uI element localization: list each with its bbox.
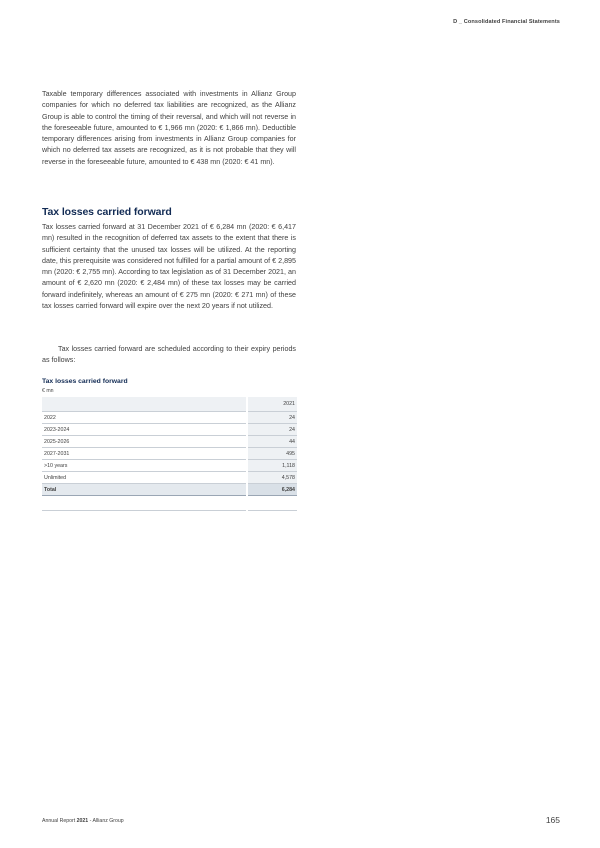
table-row: [42, 448, 297, 460]
row-label: 2027-2031: [42, 448, 246, 460]
paragraph-expiry-intro: Tax losses carried forward are scheduled according to their expiry periods as follows:: [42, 345, 296, 365]
row-label: 2022: [42, 412, 246, 424]
table-row: [42, 460, 297, 472]
row-value: 24: [248, 412, 297, 424]
table-row: [42, 424, 297, 436]
table-header-row: [42, 397, 297, 412]
table-header-year: 2021: [248, 397, 297, 412]
footer-year: 2021: [76, 818, 89, 824]
table-row: [42, 472, 297, 484]
row-label: 2025-2026: [42, 436, 246, 448]
row-value: 24: [248, 424, 297, 436]
row-label: 2023-2024: [42, 424, 246, 436]
table-title: Tax losses carried forward: [42, 378, 128, 385]
table-row: [42, 436, 297, 448]
footer-company: Allianz Group: [92, 818, 124, 824]
footer-report-info: [42, 818, 124, 824]
section-heading: Tax losses carried forward: [42, 206, 172, 218]
table-unit: € mn: [42, 388, 54, 394]
row-value: 44: [248, 436, 297, 448]
row-value: 495: [248, 448, 297, 460]
table-spacer-row: [42, 496, 297, 511]
row-label: >10 years: [42, 460, 246, 472]
row-value: 4,578: [248, 472, 297, 484]
footer-report: Annual Report: [42, 818, 76, 824]
footer-separator: -: [89, 818, 93, 824]
row-label: Unlimited: [42, 472, 246, 484]
total-value: 6,284: [248, 484, 297, 496]
table-header-label-cell: [42, 397, 246, 412]
row-value: 1,118: [248, 460, 297, 472]
tax-losses-table: [42, 397, 297, 511]
total-label: Total: [42, 484, 246, 496]
table-total-row: [42, 484, 297, 496]
running-header: D _ Consolidated Financial Statements: [453, 19, 560, 25]
paragraph-tax-losses: Tax losses carried forward at 31 December 2021 of € 6,284 mn (2020: € 6,417 mn) resulted in the recognition of deferred tax assets to the extent that there is sufficient certainty that the unused tax losses will be utilized. At the reporting date, this prerequisite was considered not fulfilled for a partial amount of € 2,895 mn (2020: € 2,755 mn). According to tax legislation as of 31 December 2021, an amount of € 2,620 mn (2020: € 2,484 mn) of these tax losses may be carried forward indefinitely, whereas an amount of € 275 mn (2020: € 271 mn) of these tax losses carried forward will expire over the next 20 years if not utilized.: [42, 223, 296, 310]
paragraph-temporary-differences: Taxable temporary differences associated with investments in Allianz Group companies for which no deferred tax liabilities are recognized, as the Allianz Group is able to control the timing of their reversal, and which will not reverse in the foreseeable future, amounted to € 1,966 mn (2020: € 1,866 mn). Deductible temporary differences arising from investments in Allianz Group companies for which no deferred tax assets are recognized, as it is not probable that they will reverse in the foreseeable future, amounted to € 438 mn (2020: € 41 mn).: [42, 90, 296, 166]
table-row: [42, 412, 297, 424]
page-number: 165: [545, 815, 560, 825]
